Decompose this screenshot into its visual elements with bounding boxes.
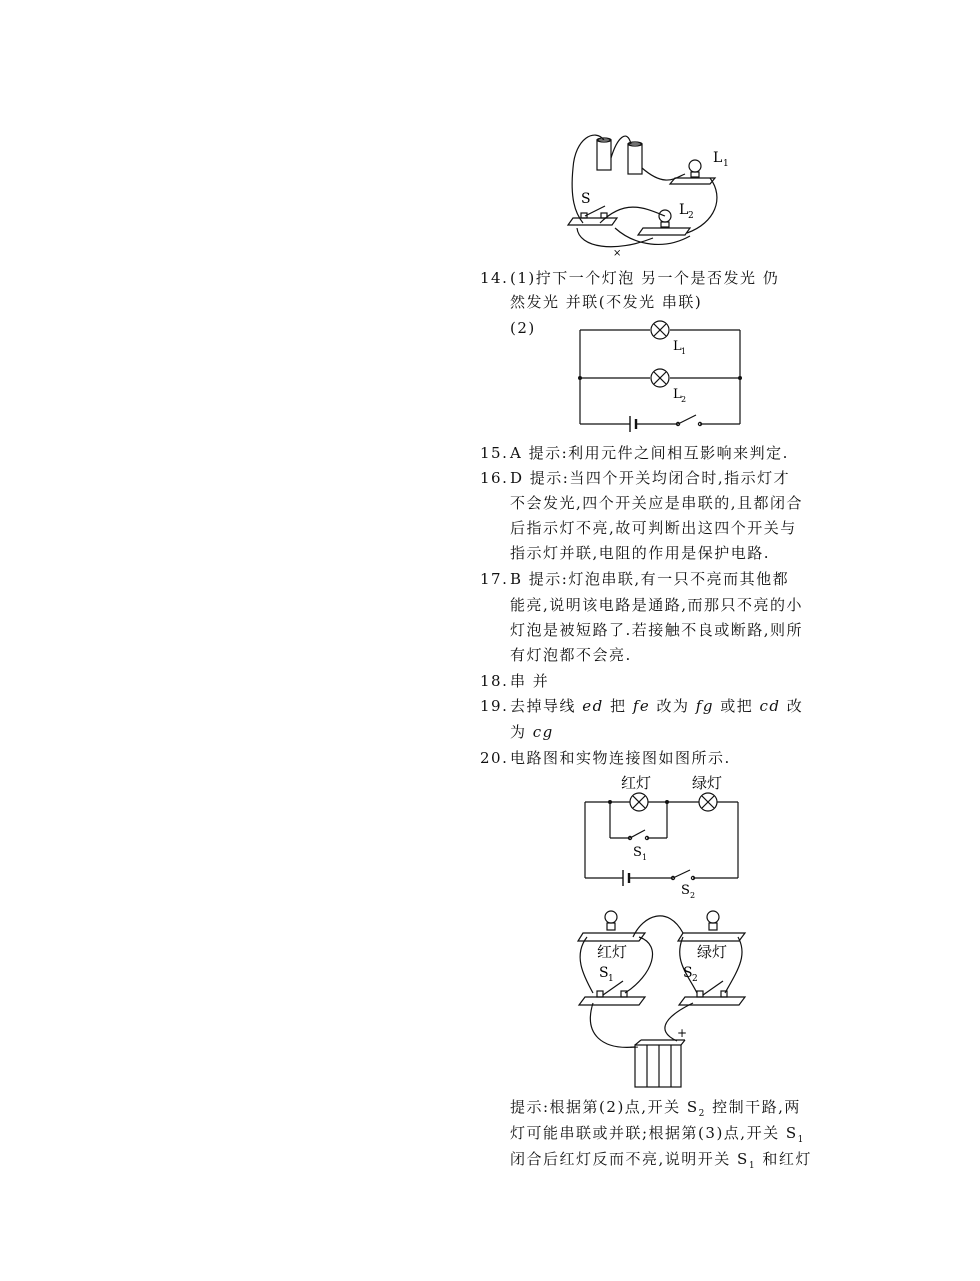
label-l2-sub: 2	[688, 211, 694, 221]
q17-line3: 灯泡是被短路了.若接触不良或断路,则所	[510, 621, 804, 639]
label-l1: L	[673, 339, 682, 354]
q16-line4: 指示灯并联,电阻的作用是保护电路.	[510, 544, 771, 562]
physical-circuit-figure-top	[555, 128, 735, 258]
q14-line2: 然发光 并联(不发光 串联)	[510, 293, 703, 311]
q14-line1: 14. (1)拧下一个灯泡 另一个是否发光 仍	[480, 269, 780, 287]
label-s2: S	[681, 883, 690, 898]
hint-line1: 提示:根据第(2)点,开关 $S_2$ 控制干路,两	[510, 1098, 801, 1119]
label-l1: L	[713, 150, 723, 166]
label-cross: ×	[613, 248, 622, 258]
q16-line2: 不会发光,四个开关应是串联的,且都闭合	[510, 494, 804, 512]
q16-line1: 16. D 提示:当四个开关均闭合时,指示灯才	[480, 469, 791, 487]
label-green-lamp-board: 绿灯	[697, 943, 728, 961]
q15-line: 15. A 提示:利用元件之间相互影响来判定.	[480, 444, 789, 462]
svg-text:2: 2	[692, 974, 698, 984]
label-l1-sub: 1	[723, 159, 729, 169]
label-s2-board: S	[683, 965, 693, 981]
red-lamp-icon	[630, 793, 648, 811]
hint-line2: 灯可能串联或并联;根据第(3)点,开关 $S_1$	[510, 1124, 805, 1145]
q20-physical-wiring	[573, 905, 753, 1095]
q17-line2: 能亮,说明该电路是通路,而那只不亮的小	[510, 596, 804, 614]
q20-circuit-diagram	[575, 772, 750, 900]
label-s1: S	[633, 845, 642, 860]
label-red-lamp-board: 红灯	[597, 943, 628, 961]
q17-line4: 有灯泡都不会亮.	[510, 646, 632, 664]
battery-box	[635, 1045, 681, 1087]
label-s: S	[581, 191, 591, 207]
green-lamp-icon	[699, 793, 717, 811]
battery-cell	[628, 144, 642, 174]
svg-text:2: 2	[690, 891, 696, 900]
q18-line: 18. 串 并	[480, 672, 550, 690]
svg-text:2: 2	[681, 395, 687, 404]
label-red-lamp: 红灯	[621, 774, 652, 792]
parallel-circuit-diagram	[570, 318, 755, 438]
q16-line3: 后指示灯不亮,故可判断出这四个开关与	[510, 519, 797, 537]
svg-text:1: 1	[642, 853, 648, 862]
label-s1-board: S	[599, 965, 609, 981]
label-green-lamp: 绿灯	[692, 774, 723, 792]
svg-text:1: 1	[608, 974, 614, 984]
svg-text:1: 1	[681, 347, 687, 356]
lamp-l2-icon	[651, 369, 669, 387]
hint-line3: 闭合后红灯反而不亮,说明开关 $S_1$ 和红灯	[510, 1150, 812, 1171]
q19-line1: 19. 去掉导线 ed 把 fe 改为 fg 或把 cd 改	[480, 697, 804, 715]
lamp-l1-icon	[651, 321, 669, 339]
label-minus: −	[629, 1040, 640, 1054]
q19-line2: 为 cg	[510, 723, 554, 741]
label-plus: +	[677, 1026, 688, 1040]
label-l2: L	[673, 387, 682, 402]
q14-sub2: (2)	[510, 319, 536, 337]
battery-cell	[597, 140, 611, 170]
q14-number: 14.	[480, 269, 509, 287]
q17-line1: 17. B 提示:灯泡串联,有一只不亮而其他都	[480, 570, 790, 588]
q20-line: 20. 电路图和实物连接图如图所示.	[480, 749, 731, 767]
label-l2: L	[679, 202, 689, 218]
